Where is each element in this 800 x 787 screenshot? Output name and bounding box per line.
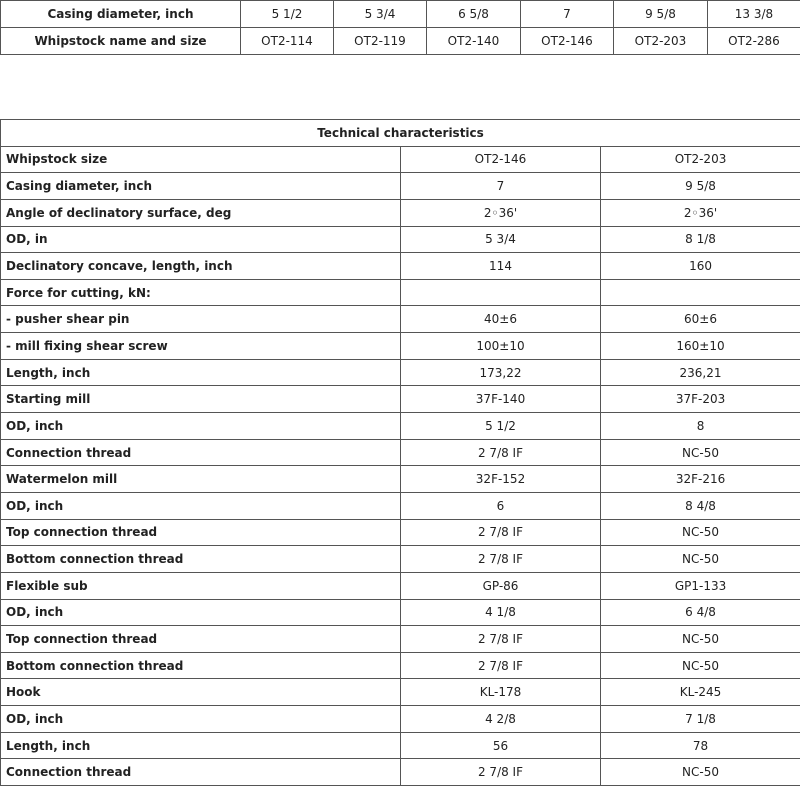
table-cell: 7	[521, 1, 614, 28]
row-label: Top connection thread	[1, 626, 401, 653]
table-row	[1, 199, 800, 226]
table-cell-ot2-146: OT2-146	[401, 146, 601, 173]
table-cell-ot2-146: 173,22	[401, 359, 601, 386]
table-row	[1, 386, 800, 413]
table-row	[1, 413, 800, 440]
row-label: Whipstock size	[1, 146, 401, 173]
table-row	[1, 546, 800, 573]
table-cell: OT2-140	[427, 28, 521, 55]
table-cell-ot2-203: 8 4/8	[601, 492, 800, 519]
table-cell-ot2-203: 60±6	[601, 306, 800, 333]
table-cell-ot2-203: 2◦36'	[601, 199, 800, 226]
casing-whipstock-table	[0, 0, 800, 55]
table-row	[1, 146, 800, 173]
table-cell-ot2-203: 160±10	[601, 333, 800, 360]
table-cell-ot2-203: 8	[601, 413, 800, 440]
table-cell-ot2-146: 114	[401, 253, 601, 280]
table-cell-ot2-203: 160	[601, 253, 800, 280]
table-cell-ot2-203: NC-50	[601, 439, 800, 466]
table-cell-ot2-203: GP1-133	[601, 572, 800, 599]
table-cell: 6 5/8	[427, 1, 521, 28]
table-title-row	[1, 120, 800, 147]
table-cell-ot2-146: 2 7/8 IF	[401, 652, 601, 679]
row-label: Casing diameter, inch	[1, 1, 241, 28]
row-label: OD, inch	[1, 413, 401, 440]
table-cell-ot2-146	[401, 279, 601, 306]
table-row	[1, 253, 800, 280]
table-row	[1, 599, 800, 626]
table-row	[1, 519, 800, 546]
row-label: Hook	[1, 679, 401, 706]
row-label: Connection thread	[1, 759, 401, 786]
table-cell-ot2-203: NC-50	[601, 626, 800, 653]
row-label: Watermelon mill	[1, 466, 401, 493]
table-cell-ot2-203: NC-50	[601, 519, 800, 546]
table-row	[1, 306, 800, 333]
table-row	[1, 652, 800, 679]
row-label: Flexible sub	[1, 572, 401, 599]
table-cell-ot2-203: 78	[601, 732, 800, 759]
table-cell: OT2-203	[614, 28, 708, 55]
table-cell-ot2-203: 37F-203	[601, 386, 800, 413]
table-cell-ot2-203: OT2-203	[601, 146, 800, 173]
table-cell-ot2-146: 32F-152	[401, 466, 601, 493]
table-cell-ot2-203: 7 1/8	[601, 706, 800, 733]
table-cell: 9 5/8	[614, 1, 708, 28]
table-row	[1, 439, 800, 466]
row-label: OD, inch	[1, 706, 401, 733]
table-row	[1, 572, 800, 599]
table-row	[1, 466, 800, 493]
table-cell-ot2-146: 5 3/4	[401, 226, 601, 253]
table-cell-ot2-146: 5 1/2	[401, 413, 601, 440]
table-cell-ot2-146: 2 7/8 IF	[401, 626, 601, 653]
table-row	[1, 28, 800, 55]
table-title: Technical characteristics	[1, 120, 800, 147]
row-label: Bottom connection thread	[1, 546, 401, 573]
table-cell-ot2-146: 4 1/8	[401, 599, 601, 626]
table-row	[1, 759, 800, 786]
table-row	[1, 333, 800, 360]
table-cell-ot2-203: NC-50	[601, 546, 800, 573]
table-cell: 5 1/2	[241, 1, 334, 28]
table-row	[1, 732, 800, 759]
table-cell-ot2-146: 56	[401, 732, 601, 759]
table-row	[1, 173, 800, 200]
table-cell-ot2-203: KL-245	[601, 679, 800, 706]
table-row	[1, 679, 800, 706]
row-label: OD, inch	[1, 599, 401, 626]
table-cell-ot2-146: 7	[401, 173, 601, 200]
table-cell-ot2-146: 37F-140	[401, 386, 601, 413]
table-cell-ot2-146: 4 2/8	[401, 706, 601, 733]
table-cell: 13 3/8	[708, 1, 800, 28]
table-cell-ot2-203: 8 1/8	[601, 226, 800, 253]
table-row	[1, 359, 800, 386]
table-cell-ot2-146: 2 7/8 IF	[401, 439, 601, 466]
table-row	[1, 1, 800, 28]
row-label: Starting mill	[1, 386, 401, 413]
row-label: OD, in	[1, 226, 401, 253]
table-row	[1, 706, 800, 733]
table-cell-ot2-146: KL-178	[401, 679, 601, 706]
row-label: Top connection thread	[1, 519, 401, 546]
table-cell-ot2-146: 2 7/8 IF	[401, 546, 601, 573]
table-cell-ot2-146: 2 7/8 IF	[401, 519, 601, 546]
table-cell: 5 3/4	[334, 1, 427, 28]
table-cell: OT2-146	[521, 28, 614, 55]
row-label: Length, inch	[1, 732, 401, 759]
table-cell: OT2-114	[241, 28, 334, 55]
table-row	[1, 226, 800, 253]
table-row	[1, 279, 800, 306]
row-label: - pusher shear pin	[1, 306, 401, 333]
row-label: Length, inch	[1, 359, 401, 386]
row-label: Casing diameter, inch	[1, 173, 401, 200]
table-cell: OT2-119	[334, 28, 427, 55]
row-label: Angle of declinatory surface, deg	[1, 199, 401, 226]
table-cell-ot2-146: 2 7/8 IF	[401, 759, 601, 786]
table-cell-ot2-146: 40±6	[401, 306, 601, 333]
table-row	[1, 626, 800, 653]
table-cell-ot2-146: 100±10	[401, 333, 601, 360]
row-label: Connection thread	[1, 439, 401, 466]
table-cell: OT2-286	[708, 28, 800, 55]
table-cell-ot2-203: 6 4/8	[601, 599, 800, 626]
row-label: Whipstock name and size	[1, 28, 241, 55]
row-label: Force for cutting, kN:	[1, 279, 401, 306]
technical-characteristics-table	[0, 119, 800, 786]
table-cell-ot2-146: 2◦36'	[401, 199, 601, 226]
row-label: - mill fixing shear screw	[1, 333, 401, 360]
row-label: Bottom connection thread	[1, 652, 401, 679]
table-cell-ot2-203	[601, 279, 800, 306]
row-label: OD, inch	[1, 492, 401, 519]
row-label: Declinatory concave, length, inch	[1, 253, 401, 280]
table-cell-ot2-146: 6	[401, 492, 601, 519]
table-cell-ot2-203: NC-50	[601, 759, 800, 786]
table-cell-ot2-203: NC-50	[601, 652, 800, 679]
table-cell-ot2-203: 236,21	[601, 359, 800, 386]
table-cell-ot2-203: 9 5/8	[601, 173, 800, 200]
table-cell-ot2-203: 32F-216	[601, 466, 800, 493]
table-cell-ot2-146: GP-86	[401, 572, 601, 599]
table-row	[1, 492, 800, 519]
